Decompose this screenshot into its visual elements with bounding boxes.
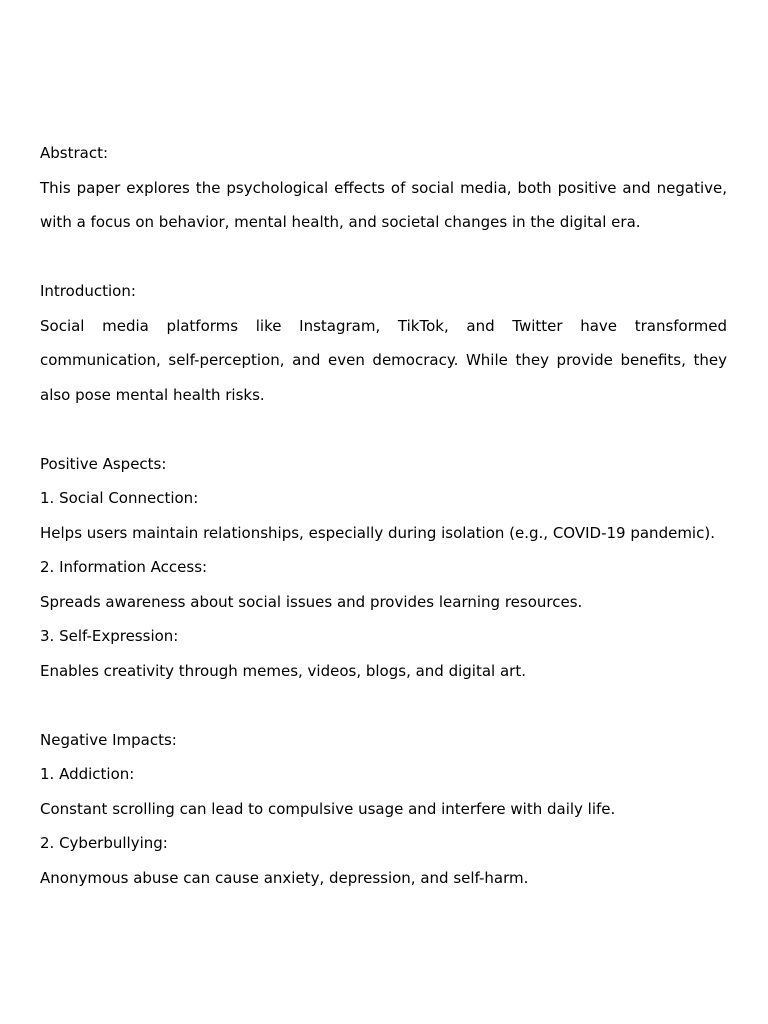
spacer: [40, 688, 727, 723]
introduction-heading: Introduction:: [40, 282, 136, 300]
positive-item-body: Enables creativity through memes, videos, blogs, and digital art.: [40, 661, 526, 680]
positive-item-title: 2. Information Access:: [40, 558, 208, 576]
spacer: [40, 240, 727, 275]
positive-item-title: 1. Social Connection:: [40, 489, 199, 507]
negative-item-body: Constant scrolling can lead to compulsive usage and interfere with daily life.: [40, 799, 616, 818]
positive-aspects-heading: Positive Aspects:: [40, 454, 167, 473]
introduction-body: Social media platforms like Instagram, TikTok, and Twitter have transformed communication, self-perception, and even democracy. While they provide benefits, they also pose mental health risks.: [40, 316, 727, 404]
document-page: [40, 136, 727, 895]
negative-impacts-heading: Negative Impacts:: [40, 730, 177, 749]
spacer: [40, 412, 727, 447]
positive-item-body: Spreads awareness about social issues and provides learning resources.: [40, 592, 583, 611]
negative-item-title: 2. Cyberbullying:: [40, 834, 168, 852]
positive-item-title: 3. Self-Expression:: [40, 627, 179, 645]
abstract-heading: Abstract:: [40, 144, 109, 162]
abstract-body: This paper explores the psychological effects of social media, both positive and negative, with a focus on behavior, mental health, and societal changes in the digital era.: [40, 178, 727, 231]
negative-item-body: Anonymous abuse can cause anxiety, depression, and self-harm.: [40, 868, 529, 887]
negative-item-title: 1. Addiction:: [40, 765, 135, 783]
positive-item-body: Helps users maintain relationships, especially during isolation (e.g., COVID-19 pandemic).: [40, 523, 715, 542]
